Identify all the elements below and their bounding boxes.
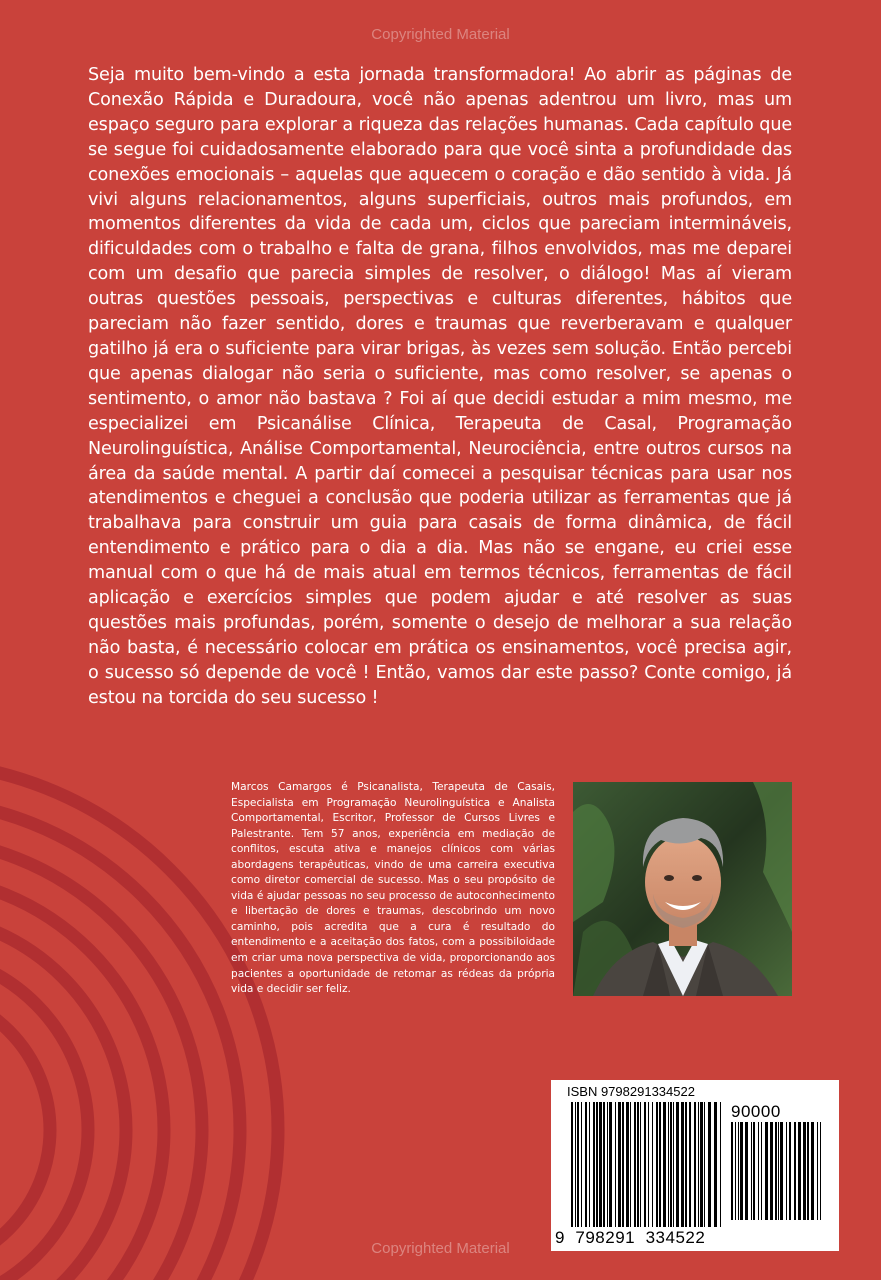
watermark-bottom: Copyrighted Material bbox=[371, 1240, 510, 1257]
back-cover-blurb: Seja muito bem-vindo a esta jornada transformadora! Ao abrir as páginas de Conexão Rápida e Duradoura, você não apenas adentrou um livro, mas um espaço seguro para explorar a riqueza das relações humanas. Cada capítulo que se segue foi cuidadosamente elaborado para que você sinta a profundidade das conexões emocionais – aquelas que aquecem o coração e dão sentido à vida. Já vivi alguns relacionamentos, alguns superficiais, outros mais profundos, em momentos diferentes da vida de cada um, ciclos que pareciam intermináveis, dificuldades com o trabalho e falta de grana, filhos envolvidos, mas me deparei com um desafio que parecia simples de resolver, o diálogo! Mas aí vieram outras questões pessoais, perspectivas e culturas diferentes, hábitos que pareciam não fazer sentido, dores e traumas que reverberavam e qualquer gatilho já era o suficiente para virar brigas, às vezes sem solução. Então percebi que apenas dialogar não seria o suficiente, mas como resolver, se apenas o sentimento, o amor não bastava ? Foi aí que decidi estudar a mim mesmo, me especializei em Psicanálise Clínica, Terapeuta de Casal, Programação Neurolinguística, Análise Comportamental, Neurociência, entre outros cursos na área da saúde mental. A partir daí comecei a pesquisar técnicas para usar nos atendimentos e cheguei a conclusão que poderia utilizar as ferramentas que já trabalhava para construir um guia para casais de forma dinâmica, de fácil entendimento e prático para o dia a dia. Mas não se engane, eu criei esse manual com o que há de mais atual em termos técnicos, ferramentas de fácil aplicação e exercícios simples que podem ajudar e até resolver as suas questões mais profundas, porém, somente o desejo de melhorar a sua relação não basta, é necessário colocar em prática os ensinamentos, você precisa agir, o sucesso só depende de você ! Então, vamos dar este passo? Conte comigo, já estou na torcida do seu sucesso ! bbox=[88, 65, 792, 708]
isbn-barcode bbox=[551, 1080, 839, 1251]
watermark-top: Copyrighted Material bbox=[371, 26, 510, 43]
barcode-addon-bars-icon bbox=[731, 1122, 821, 1220]
barcode-digits: 9 798291 334522 bbox=[555, 1228, 706, 1247]
isbn-label: ISBN 9798291334522 bbox=[567, 1084, 695, 1099]
barcode-bars-icon bbox=[571, 1102, 721, 1227]
price-code: 90000 bbox=[731, 1102, 781, 1121]
author-bio: Marcos Camargos é Psicanalista, Terapeuta de Casais, Especialista em Programação Neurolinguística e Analista Comportamental, Escritor, Professor de Cursos Livres e Palestrante. Tem 57 anos, experiência em mediação de conflitos, escuta ativa e manejos clínicos com várias abordagens terapêuticas, vindo de uma carreira executiva como diretor comercial de sucesso. Mas o seu propósito de vida é ajudar pessoas no seu processo de autoconhecimento e libertação de dores e traumas, descobrindo um novo caminho, pois acredita que a cura é resultado do entendimento e a aceitação dos fatos, com a possibiloidade em criar uma nova perspectiva de vida, proporcionando aos pacientes a oportunidade de retomar as rédeas da própria vida e decidir ser feliz. bbox=[231, 781, 555, 996]
author-photo bbox=[573, 782, 792, 996]
